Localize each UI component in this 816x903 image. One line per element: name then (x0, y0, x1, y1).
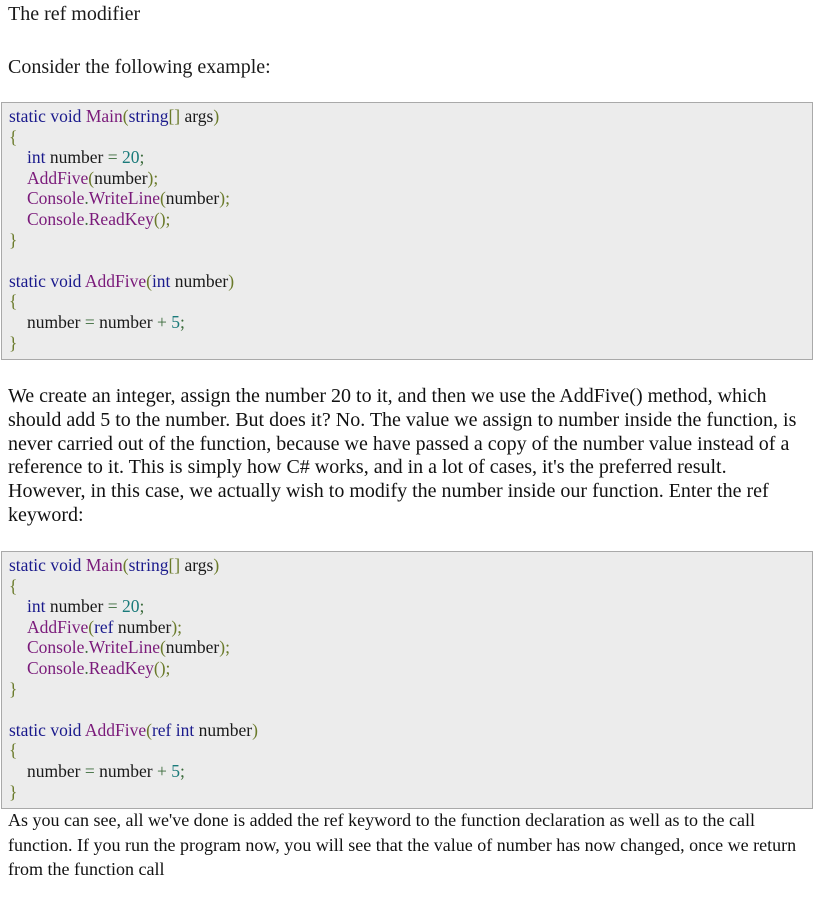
code-line: { (9, 291, 18, 312)
code-line: { (9, 575, 18, 596)
code-line: { (9, 740, 18, 761)
code-line: int number = 20; (27, 147, 145, 168)
code-line: Console.ReadKey(); (27, 657, 171, 678)
code-block-1 (1, 102, 813, 360)
code-line: } (9, 229, 18, 250)
explanation-paragraph: We create an integer, assign the number 20 to it, and then we use the AddFive() method, which should add 5 to the number. But does it? No. The value we assign to number inside the function, is never carried out of the function, because we have passed a copy of the number value instead of a reference to it. This is simply how C# works, and in a lot of cases, it's the preferred result. However, in this case, we actually wish to modify the number inside our function. Enter the ref keyword: (8, 385, 797, 526)
code-line: AddFive(ref number); (27, 616, 183, 637)
conclusion-paragraph: As you can see, all we've done is added the ref keyword to the function declaration as well as to the call function. If you run the program now, you will see that the value of number has now changed, once we return from the function call (8, 810, 797, 880)
code-block-2 (1, 551, 813, 809)
code-line: static void Main(string[] args) (9, 106, 220, 126)
code-line: Console.WriteLine(number); (27, 188, 230, 209)
code-line: static void AddFive(int number) (9, 270, 235, 291)
code-line: static void Main(string[] args) (9, 555, 220, 575)
code-line: static void AddFive(ref int number) (9, 719, 258, 740)
code-line: number = number + 5; (27, 311, 185, 332)
code-line: AddFive(number); (27, 167, 159, 188)
code-line: number = number + 5; (27, 760, 185, 781)
code-line: Console.ReadKey(); (27, 208, 171, 229)
page-title: The ref modifier (8, 3, 141, 25)
code-line: } (9, 332, 18, 353)
code-line: } (9, 678, 18, 699)
code-line-blank (2, 699, 812, 720)
code-line: { (9, 126, 18, 147)
code-line: } (9, 781, 18, 802)
code-line-blank (2, 250, 812, 271)
code-line: Console.WriteLine(number); (27, 637, 230, 658)
intro-text: Consider the following example: (8, 56, 271, 78)
code-line: int number = 20; (27, 596, 145, 617)
